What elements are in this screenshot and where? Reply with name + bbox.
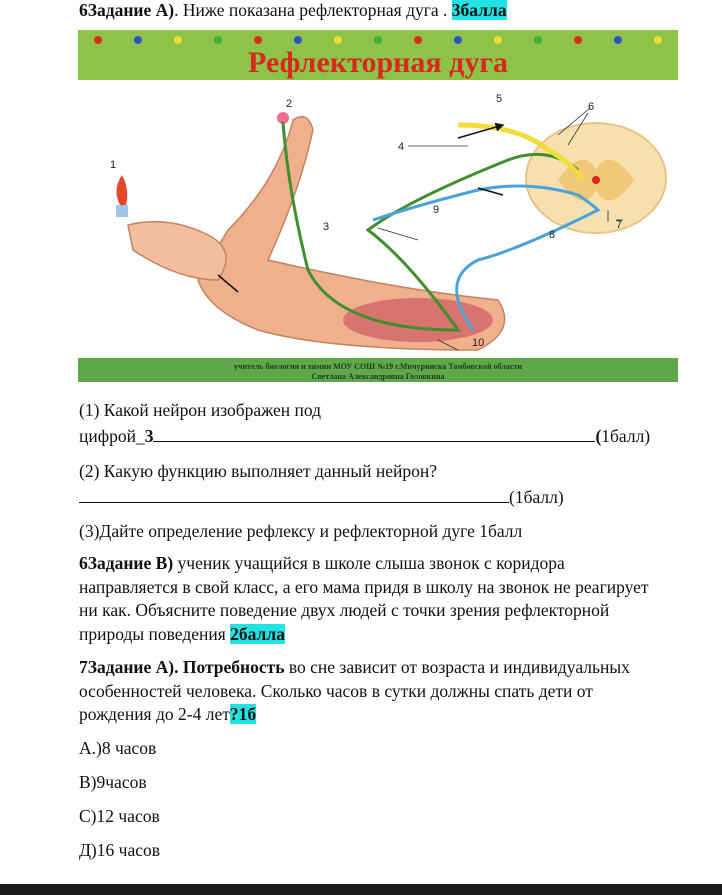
question-2-line1: (2) Какую функцию выполняет данный нейрон?: [79, 461, 438, 481]
reflex-arc-figure: [78, 30, 678, 382]
label-5: 5: [496, 93, 503, 105]
spinal-cord: [526, 123, 666, 233]
task7-line1: [79, 655, 630, 679]
question-1-paren: (: [595, 426, 602, 446]
label-3: 3: [323, 221, 330, 233]
task6b-line1: [79, 551, 565, 575]
label-2: 2: [286, 98, 293, 110]
task6b-points: 2балла: [230, 624, 285, 644]
question-3: (3)Дайте определение рефлексу и рефлекторной дуге 1балл: [79, 521, 523, 541]
label-1: 1: [110, 159, 117, 171]
answer-underline: [153, 425, 595, 442]
question-1-line1: (1) Какой нейрон изображен под: [79, 400, 322, 420]
task7-points: ?1б: [229, 704, 257, 724]
task7-line3: [79, 702, 256, 726]
page-bottom-edge: [0, 884, 722, 895]
task7-label: 7Задание А). Потребность: [79, 657, 285, 677]
option-c: С)12 часов: [79, 806, 160, 826]
task6a-points: 3балла: [451, 0, 507, 20]
figure-title: Рефлекторная дуга: [248, 46, 508, 79]
question-1-line2: [79, 424, 650, 448]
question-2-line2: [79, 485, 564, 509]
task6b-text-end: природы поведения: [79, 624, 231, 644]
task6a-heading: [79, 0, 507, 22]
decorative-dots: [94, 36, 662, 44]
label-6: 6: [588, 101, 595, 113]
question-2-points: (1балл): [509, 487, 564, 507]
answer-underline: [79, 486, 509, 503]
task6b-line4: [79, 622, 285, 646]
label-8: 8: [549, 229, 556, 241]
question-1-answer: 3: [144, 426, 154, 446]
task6b-label: 6Задание В): [79, 553, 174, 573]
option-a: А.)8 часов: [79, 738, 157, 758]
question-1-points: 1балл): [601, 426, 651, 446]
task6b-text: ученик учащийся в школе слыша звонок с коридора: [173, 553, 565, 573]
figure-footer-line2: Светлана Александровна Головкина: [311, 372, 445, 381]
question-1-prefix: цифрой_: [79, 426, 145, 446]
task6a-text: . Ниже показана рефлекторная дуга .: [174, 0, 448, 20]
task7-line2: особенностей человека. Сколько часов в сутки должны спать дети от: [79, 681, 593, 701]
task6b-line2: направляется в свой класс, а его мама придя в школу на звонок не реагирует: [79, 577, 649, 597]
task6a-label: 6Задание А): [79, 0, 175, 20]
task7-text-end: рождения до 2-4 лет: [79, 704, 230, 724]
label-4: 4: [398, 141, 405, 153]
label-9: 9: [433, 204, 440, 216]
figure-footer-line1: учитель биологии и химии МОУ СОШ №19 г.Мичуринска Тамбовской области: [234, 362, 522, 371]
label-10: 10: [472, 337, 485, 349]
label-7: 7: [616, 219, 623, 231]
task6b-line3: ни как. Объясните поведение двух людей с точки зрения рефлекторной: [79, 600, 610, 620]
option-d: Д)16 часов: [79, 840, 160, 860]
task7-text: во сне зависит от возраста и индивидуальных: [284, 657, 630, 677]
option-b: В)9часов: [79, 772, 147, 792]
